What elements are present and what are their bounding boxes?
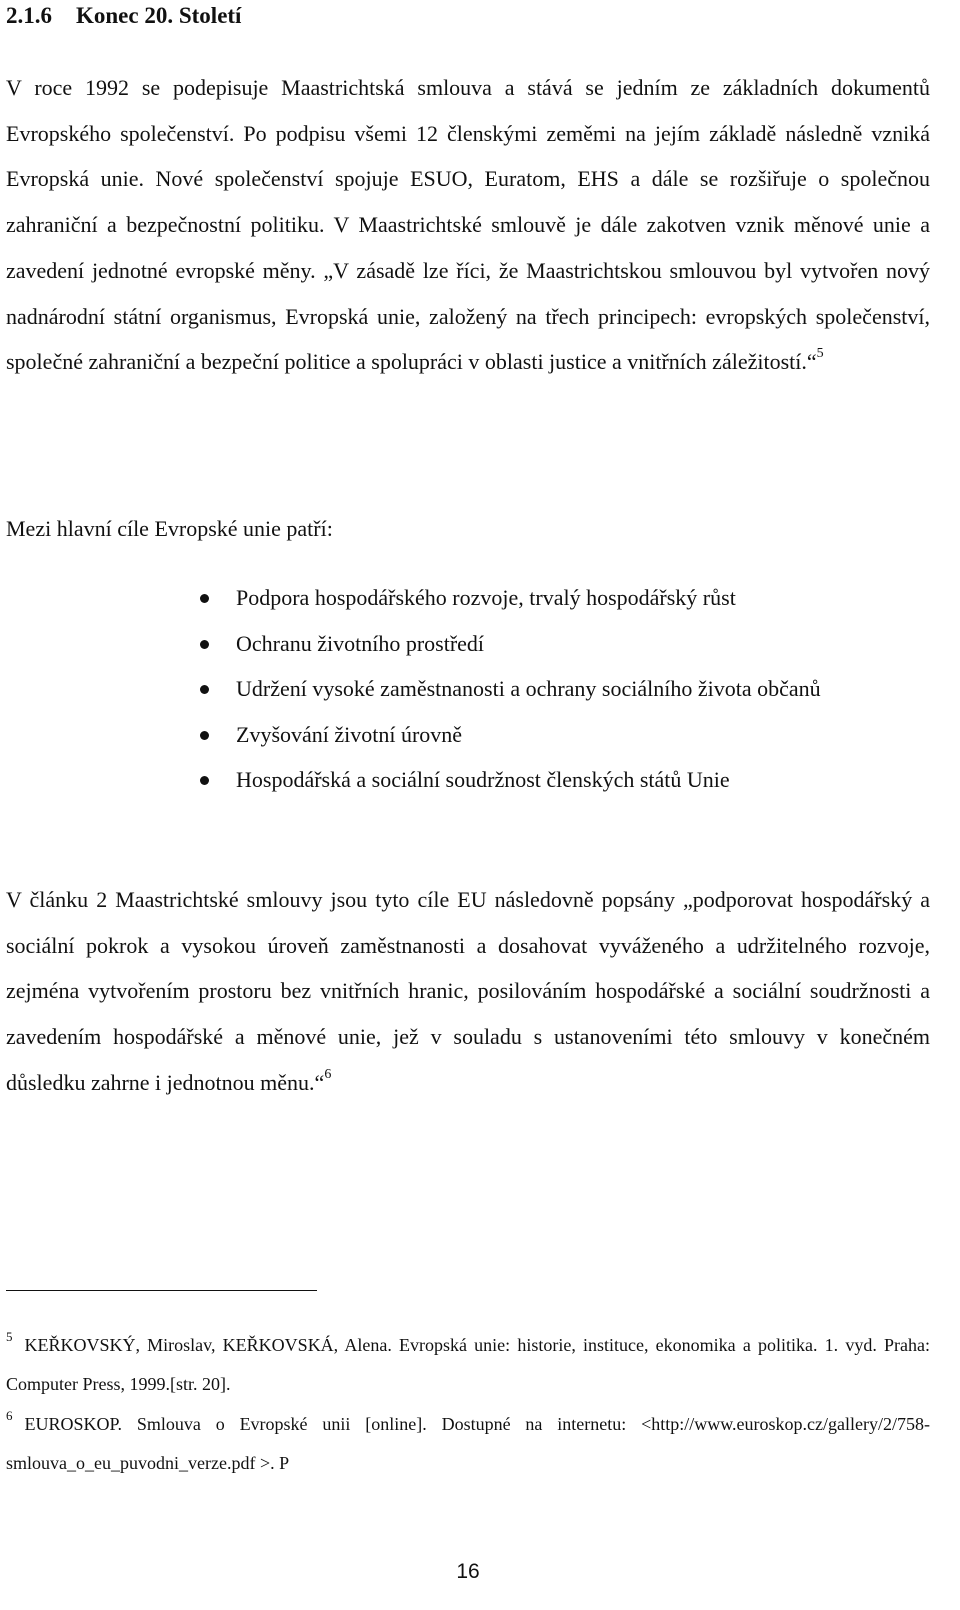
list-item-text: Zvyšování životní úrovně bbox=[236, 721, 463, 747]
list-item bbox=[0, 666, 930, 712]
list-item-text: Ochranu životního prostředí bbox=[236, 630, 485, 656]
paragraph-goals-intro bbox=[6, 506, 930, 552]
section-heading bbox=[6, 0, 241, 32]
footnote-number: 6 bbox=[6, 1408, 13, 1423]
bullet-icon bbox=[200, 594, 209, 603]
list-item-text: Hospodářská a sociální soudržnost členských států Unie bbox=[236, 767, 730, 792]
footnote-6 bbox=[6, 1405, 930, 1483]
list-item bbox=[0, 575, 930, 621]
list-item bbox=[0, 757, 930, 803]
footnote-ref-6[interactable]: 6 bbox=[324, 1066, 332, 1082]
footnote-text: KEŘKOVSKÝ, Miroslav, KEŘKOVSKÁ, Alena. Evropská unie: historie, instituce, ekonomika a politika. 1. vyd. Praha: Computer Press, 1999.[str. 20]. bbox=[6, 1335, 930, 1394]
bullet-icon bbox=[200, 640, 209, 649]
list-item bbox=[0, 621, 930, 667]
paragraph-article-2 bbox=[6, 877, 930, 1106]
list-item bbox=[0, 712, 930, 758]
bullet-icon bbox=[200, 776, 209, 785]
paragraph-text: V článku 2 Maastrichtské smlouvy jsou tyto cíle EU následovně popsány „podporovat hospodářský a sociální pokrok a vysokou úroveň zaměstnanosti a dosahovat vyváženého a udržitelného rozvoje, zejména vytvořením prostoru bez vnitřních hranic, posilováním hospodářské a sociální soudržnosti a zavedením hospodářské a měnové unie, jež v souladu s ustanoveními této smlouvy v konečném důsledku zahrne i jednotnou měnu.“ bbox=[6, 887, 930, 1095]
paragraph-text: Mezi hlavní cíle Evropské unie patří: bbox=[6, 516, 333, 541]
footnote-separator bbox=[6, 1290, 317, 1291]
bullet-icon bbox=[200, 685, 209, 694]
footnote-ref-5[interactable]: 5 bbox=[816, 346, 824, 362]
list-item-text: Udržení vysoké zaměstnanosti a ochrany sociálního života občanů bbox=[236, 676, 821, 701]
goals-list bbox=[0, 575, 930, 803]
list-item-text: Podpora hospodářského rozvoje, trvalý hospodářský růst bbox=[236, 585, 736, 610]
section-number: 2.1.6 bbox=[6, 3, 52, 28]
page-number: 16 bbox=[456, 1560, 480, 1583]
bullet-icon bbox=[200, 731, 209, 740]
footnote-number: 5 bbox=[6, 1329, 13, 1344]
footnote-5 bbox=[6, 1326, 930, 1404]
footnote-text[interactable]: EUROSKOP. Smlouva o Evropské unii [online]. Dostupné na internetu: <http://www.euroskop.cz/gallery/2/758-smlouva_o_eu_puvodni_verze.pdf >. P bbox=[6, 1414, 930, 1473]
section-title: Konec 20. Století bbox=[76, 3, 242, 28]
paragraph-maastricht-intro bbox=[6, 65, 930, 385]
paragraph-text: V roce 1992 se podepisuje Maastrichtská smlouva a stává se jedním ze základních dokumentů Evropského společenství. Po podpisu všemi 12 členskými zeměmi na jejím základě následně vzniká Evropská unie. Nové společenství spojuje ESUO, Euratom, EHS a dále se rozšiřuje o společnou zahraniční a bezpečnostní politiku. V Maastrichtské smlouvě je dále zakotven vznik měnové unie a zavedení jednotné evropské měny. „V zásadě lze říci, že Maastrichtskou smlouvou byl vytvořen nový nadnárodní státní organismus, Evropská unie, založený na třech principech: evropských společenství, společné zahraniční a bezpeční politice a spolupráci v oblasti justice a vnitřních záležitostí.“ bbox=[6, 75, 930, 375]
